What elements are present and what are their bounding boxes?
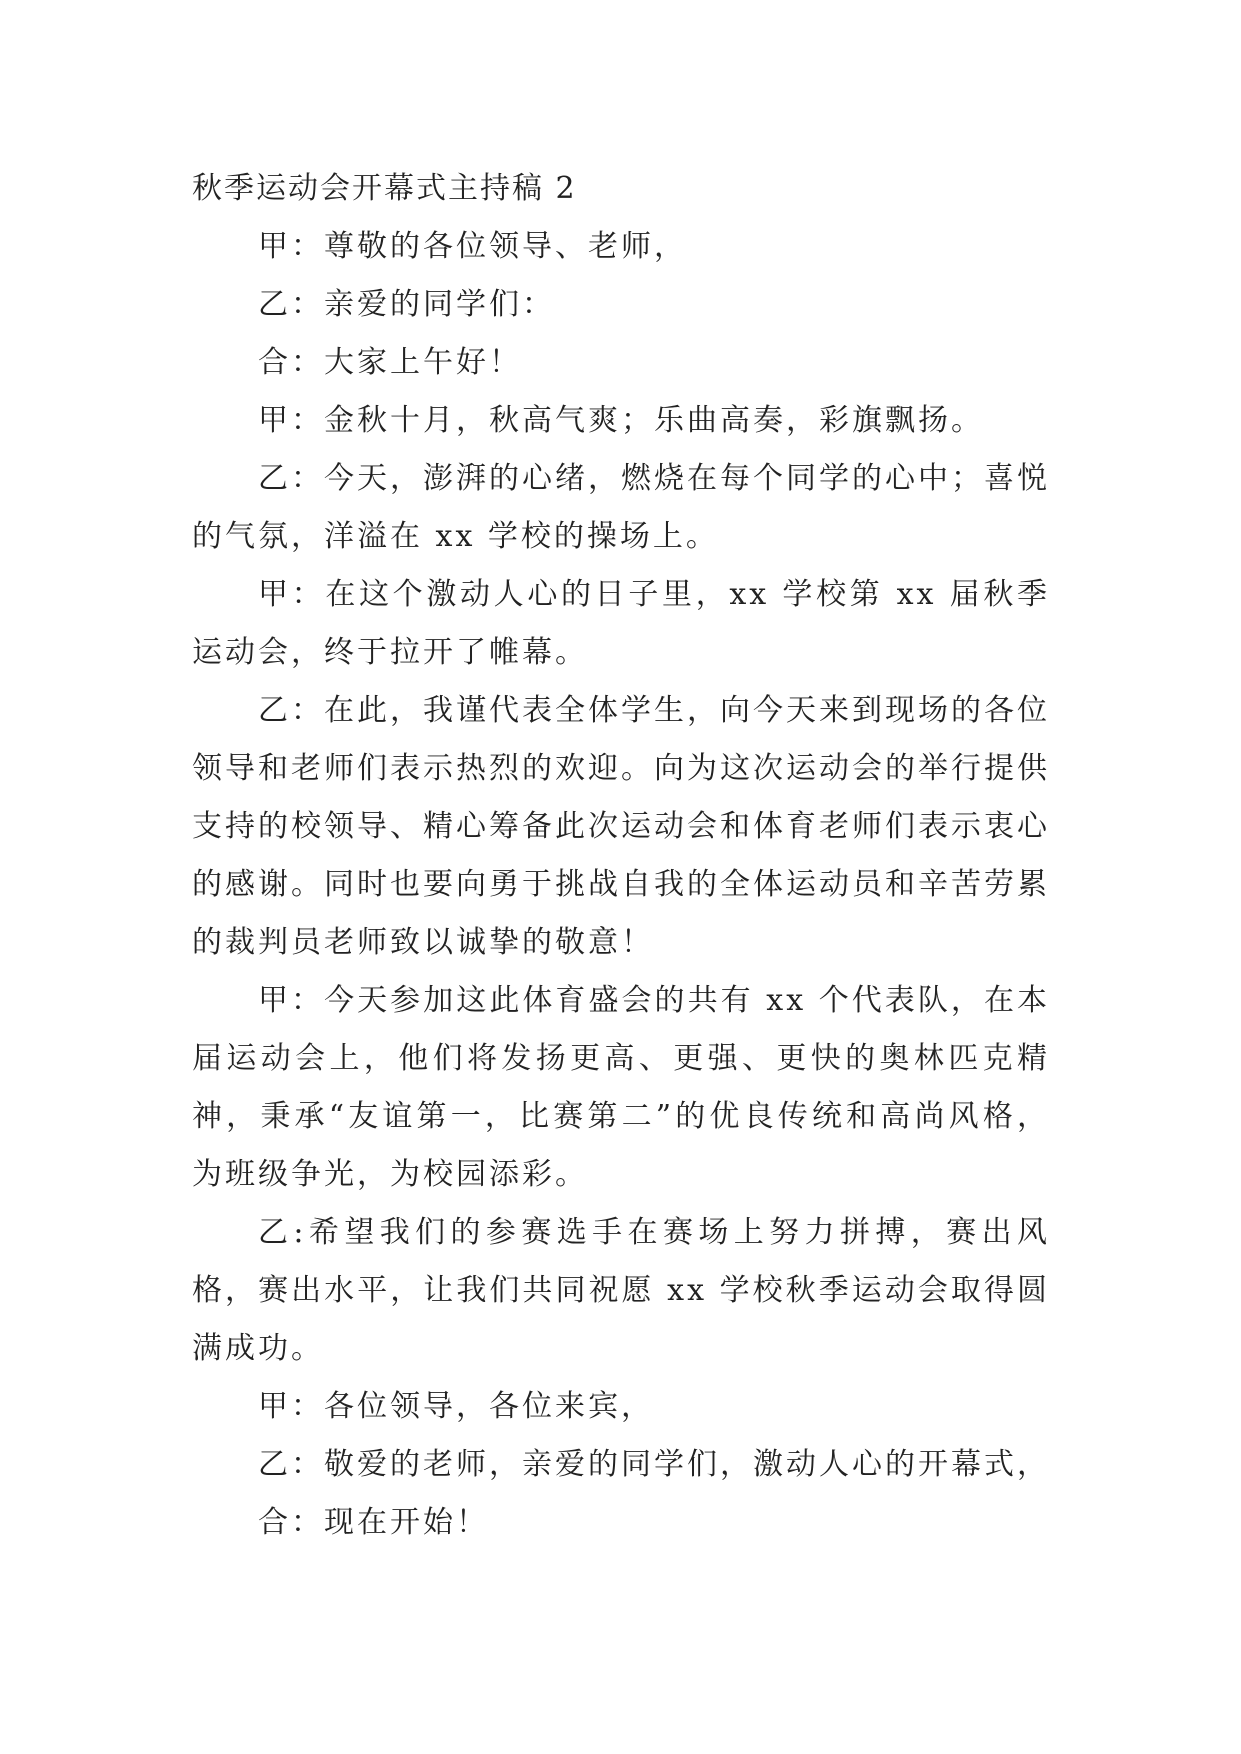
paragraph-1: 甲：尊敬的各位领导、老师， (258, 229, 687, 264)
paragraph-6: 甲：在这个激动人心的日子里，xx 学校第 xx 届秋季运动会，终于拉开了帷幕。 (192, 577, 1050, 670)
paragraph-2: 乙：亲爱的同学们： (258, 287, 555, 322)
paragraph-3: 合：大家上午好！ (258, 345, 522, 380)
paragraph-4: 甲：金秋十月，秋高气爽；乐曲高奏，彩旗飘扬。 (258, 403, 984, 438)
document-title: 秋季运动会开幕式主持稿 2 (192, 171, 577, 206)
paragraph-10: 甲：各位领导，各位来宾， (258, 1389, 654, 1424)
paragraph-8: 甲：今天参加这此体育盛会的共有 xx 个代表队，在本届运动会上，他们将发扬更高、更强、更快的奥林匹克精神，秉承“友谊第一，比赛第二”的优良传统和高尚风格，为班级争光，为校园添彩。 (192, 983, 1050, 1192)
paragraph-7: 乙：在此，我谨代表全体学生，向今天来到现场的各位领导和老师们表示热烈的欢迎。向为这次运动会的举行提供支持的校领导、精心筹备此次运动会和体育老师们表示衷心的感谢。同时也要向勇于挑战自我的全体运动员和辛苦劳累的裁判员老师致以诚挚的敬意！ (192, 693, 1050, 960)
document-body (192, 160, 1050, 1552)
paragraph-11: 乙：敬爱的老师，亲爱的同学们，激动人心的开幕式， (258, 1447, 1050, 1482)
paragraph-9: 乙:希望我们的参赛选手在赛场上努力拼搏，赛出风格，赛出水平，让我们共同祝愿 xx 学校秋季运动会取得圆满成功。 (192, 1215, 1050, 1366)
paragraph-5: 乙：今天，澎湃的心绪，燃烧在每个同学的心中；喜悦的气氛，洋溢在 xx 学校的操场上。 (192, 461, 1050, 554)
paragraph-12: 合：现在开始！ (258, 1505, 489, 1540)
